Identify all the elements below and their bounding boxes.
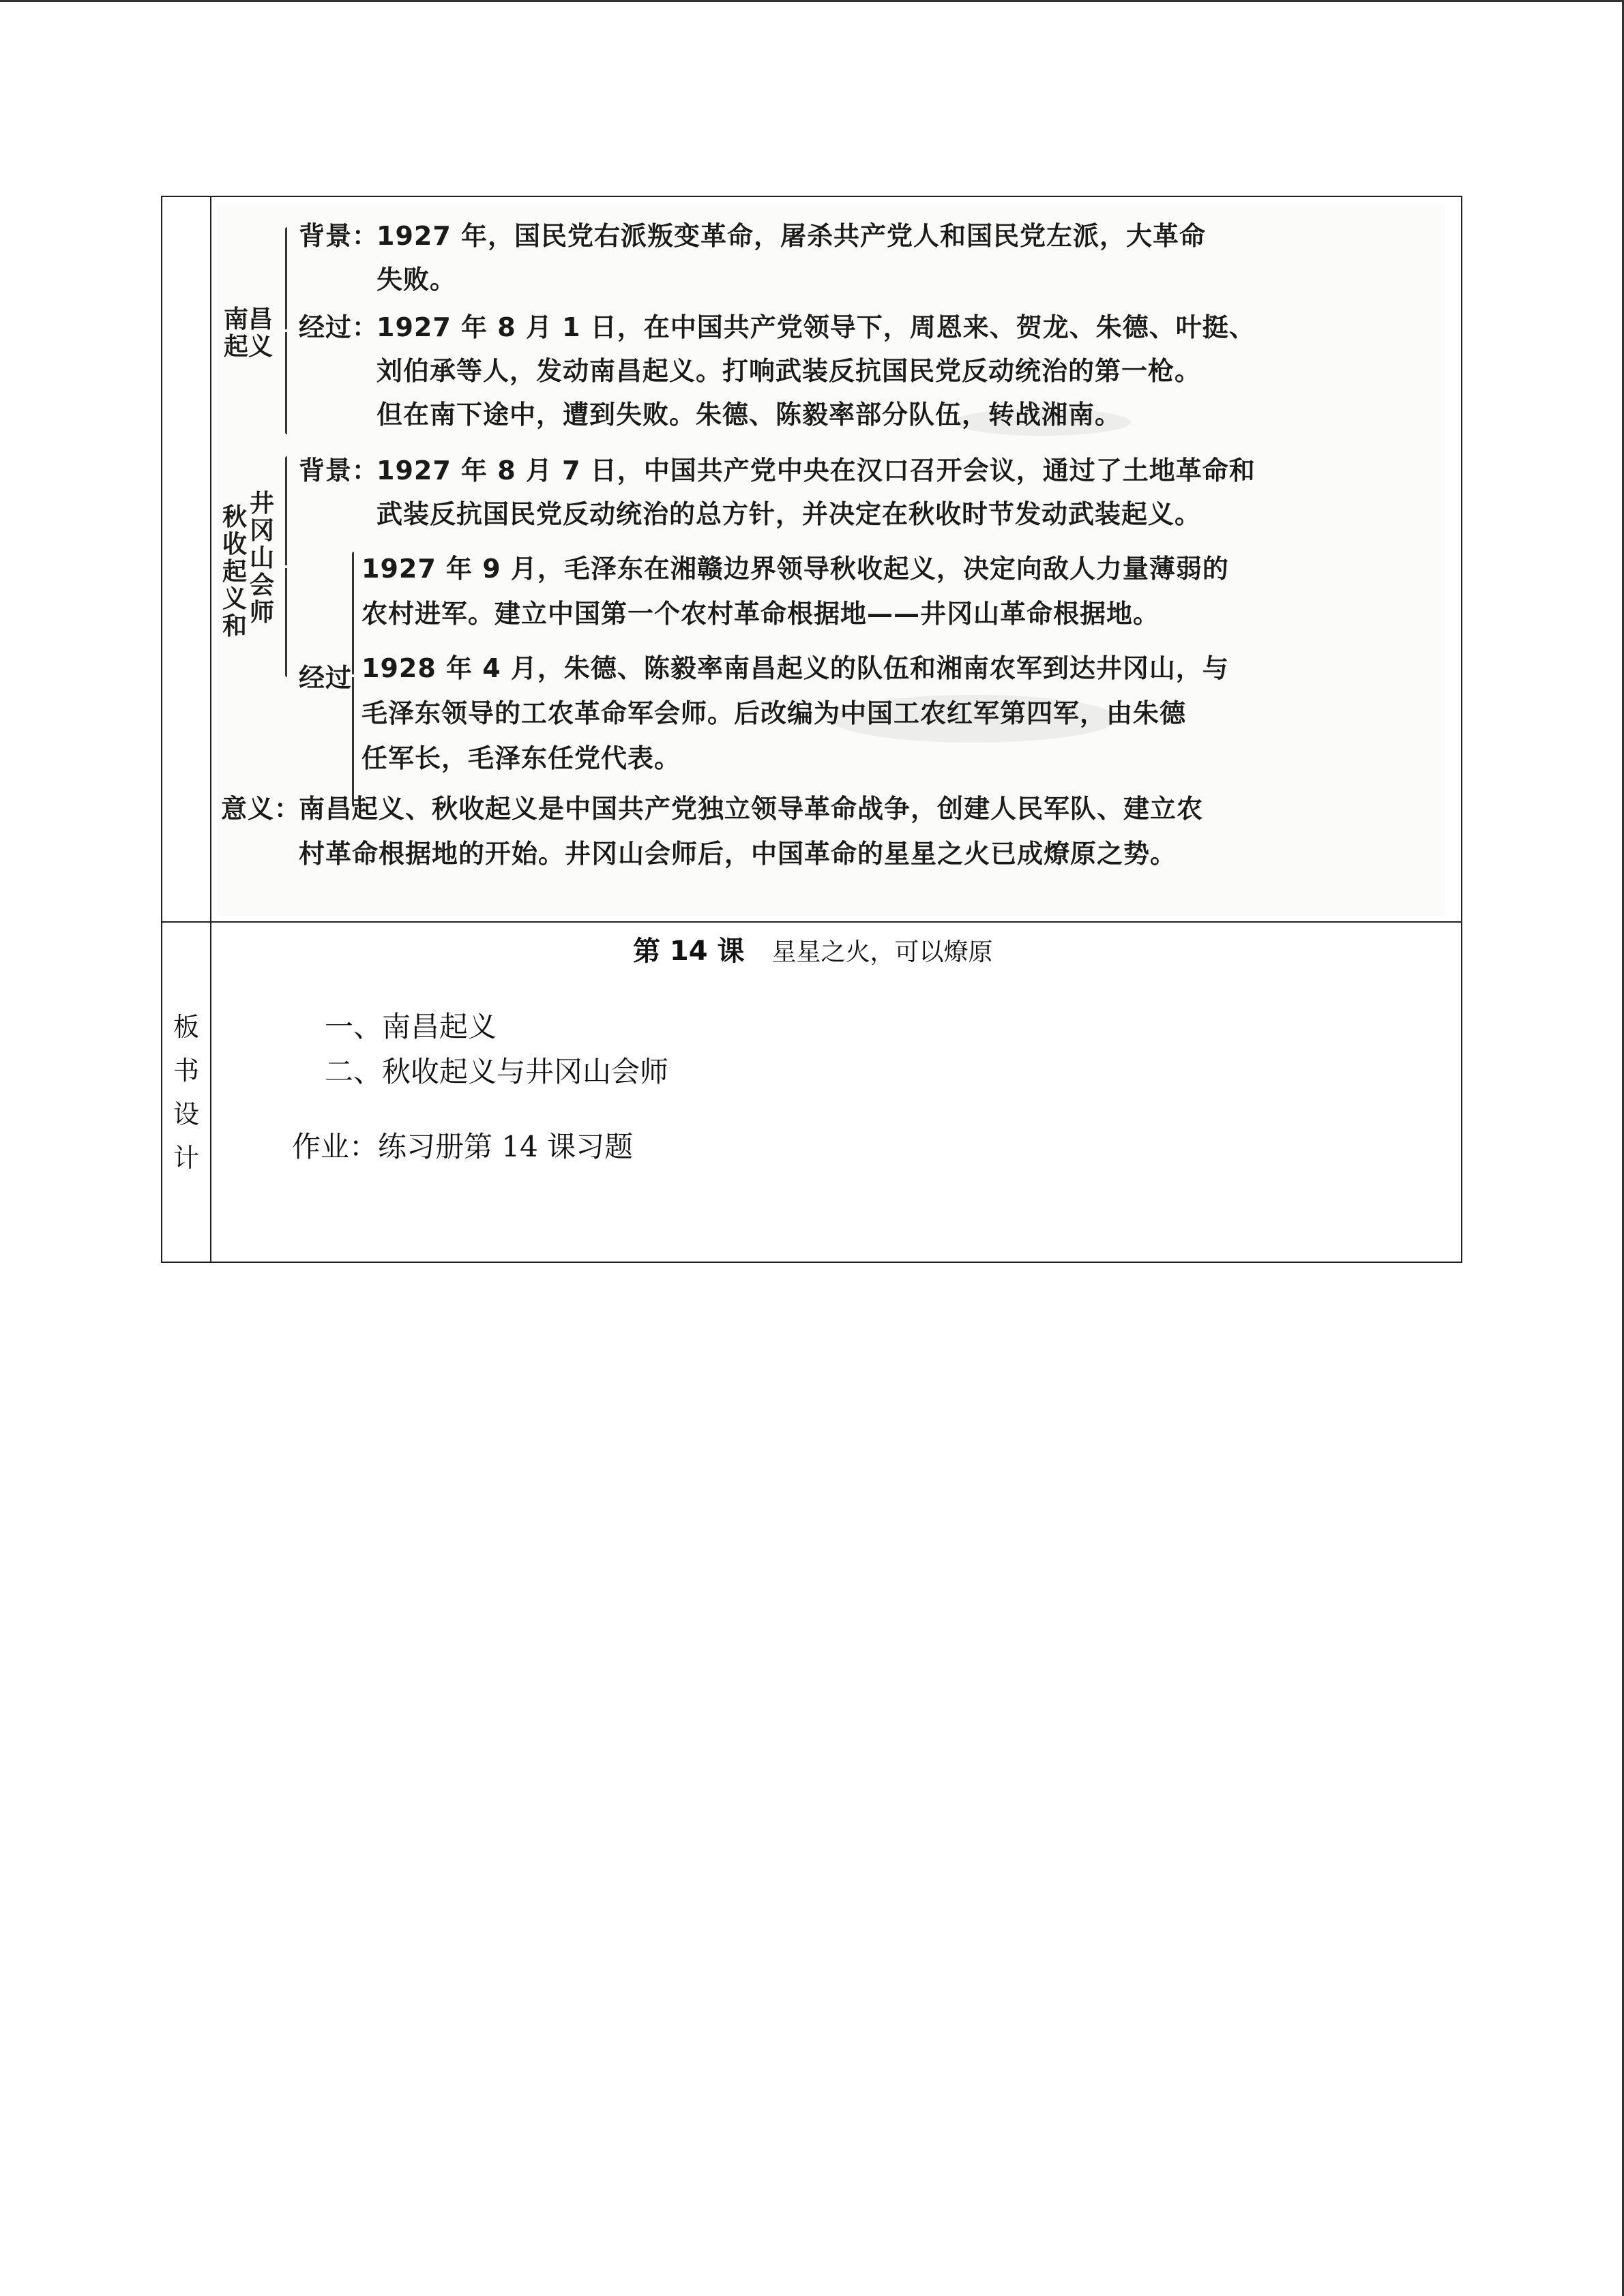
nanchang-process-label: 经过：: [299, 312, 379, 342]
process-brace: [352, 552, 354, 674]
autumn-label-col2: 井冈山会师: [249, 490, 274, 627]
autumn-background-line: 武装反抗国民党反动统治的总方针，并决定在秋收时节发动武装起义。: [377, 499, 1202, 529]
nanchang-process-line: 刘伯承等人，发动南昌起义。打响武装反抗国民党反动统治的第一枪。: [377, 356, 1202, 386]
meaning-line: 村革命根据地的开始。井冈山会师后，中国革命的星星之火已成燎原之势。: [299, 839, 1177, 869]
autumn-process-line: 1927 年 9 月，毛泽东在湘赣边界领导秋收起义，决定向敌人力量薄弱的: [361, 554, 1229, 584]
autumn-brace: [285, 456, 287, 565]
scanned-diagram: [217, 204, 1445, 916]
autumn-brace: [285, 568, 287, 677]
outline-item: 一、南昌起义: [325, 1010, 497, 1043]
autumn-process-line: 农村进军。建立中国第一个农村革命根据地——井冈山革命根据地。: [361, 599, 1160, 629]
nanchang-background-line: 失败。: [377, 265, 457, 295]
nanchang-background-line: 1927 年，国民党右派叛变革命，屠杀共产党人和国民党左派，大革命: [377, 221, 1206, 251]
nanchang-brace: [285, 227, 287, 329]
lesson-table: [161, 196, 1462, 1263]
content-row: [162, 197, 1461, 923]
nanchang-process-line: 1927 年 8 月 1 日，在中国共产党领导下，周恩来、贺龙、朱德、叶挺、: [377, 312, 1256, 342]
autumn-process-line: 毛泽东领导的工农革命军会师。后改编为中国工农红军第四军，由朱德: [361, 698, 1187, 728]
lesson-subtitle: 星星之火，可以燎原: [771, 938, 993, 966]
homework: 作业：练习册第 14 课习题: [292, 1130, 634, 1163]
nanchang-brace: [285, 332, 287, 434]
lesson-title: [633, 929, 993, 968]
autumn-process-label: 经过: [299, 663, 353, 693]
board-design-label-cell: [162, 923, 210, 1262]
meaning-label: 意义：: [221, 794, 301, 824]
lesson-number: 第 14 课: [633, 936, 745, 967]
board-design-row: [162, 923, 1461, 1262]
nanchang-background-label: 背景：: [299, 221, 379, 251]
nanchang-label: 南昌起义: [223, 305, 273, 361]
page-border-top: [0, 0, 1624, 2]
autumn-background-line: 1927 年 8 月 7 日，中国共产党中央在汉口召开会议，通过了土地革命和: [377, 456, 1256, 486]
autumn-label-col1: 秋收起义和: [222, 503, 247, 640]
outline-item: 二、秋收起义与井冈山会师: [325, 1055, 669, 1088]
nanchang-process-line: 但在南下途中，遭到失败。朱德、陈毅率部分队伍，转战湘南。: [377, 400, 1122, 430]
autumn-process-line: 任军长，毛泽东任党代表。: [361, 743, 681, 773]
board-design-label: 板书设计: [173, 1011, 199, 1173]
meaning-line: 南昌起义、秋收起义是中国共产党独立领导革命战争，创建人民军队、建立农: [299, 794, 1204, 824]
autumn-background-label: 背景：: [299, 456, 379, 486]
autumn-process-line: 1928 年 4 月，朱德、陈毅率南昌起义的队伍和湘南农军到达井冈山，与: [361, 653, 1229, 683]
